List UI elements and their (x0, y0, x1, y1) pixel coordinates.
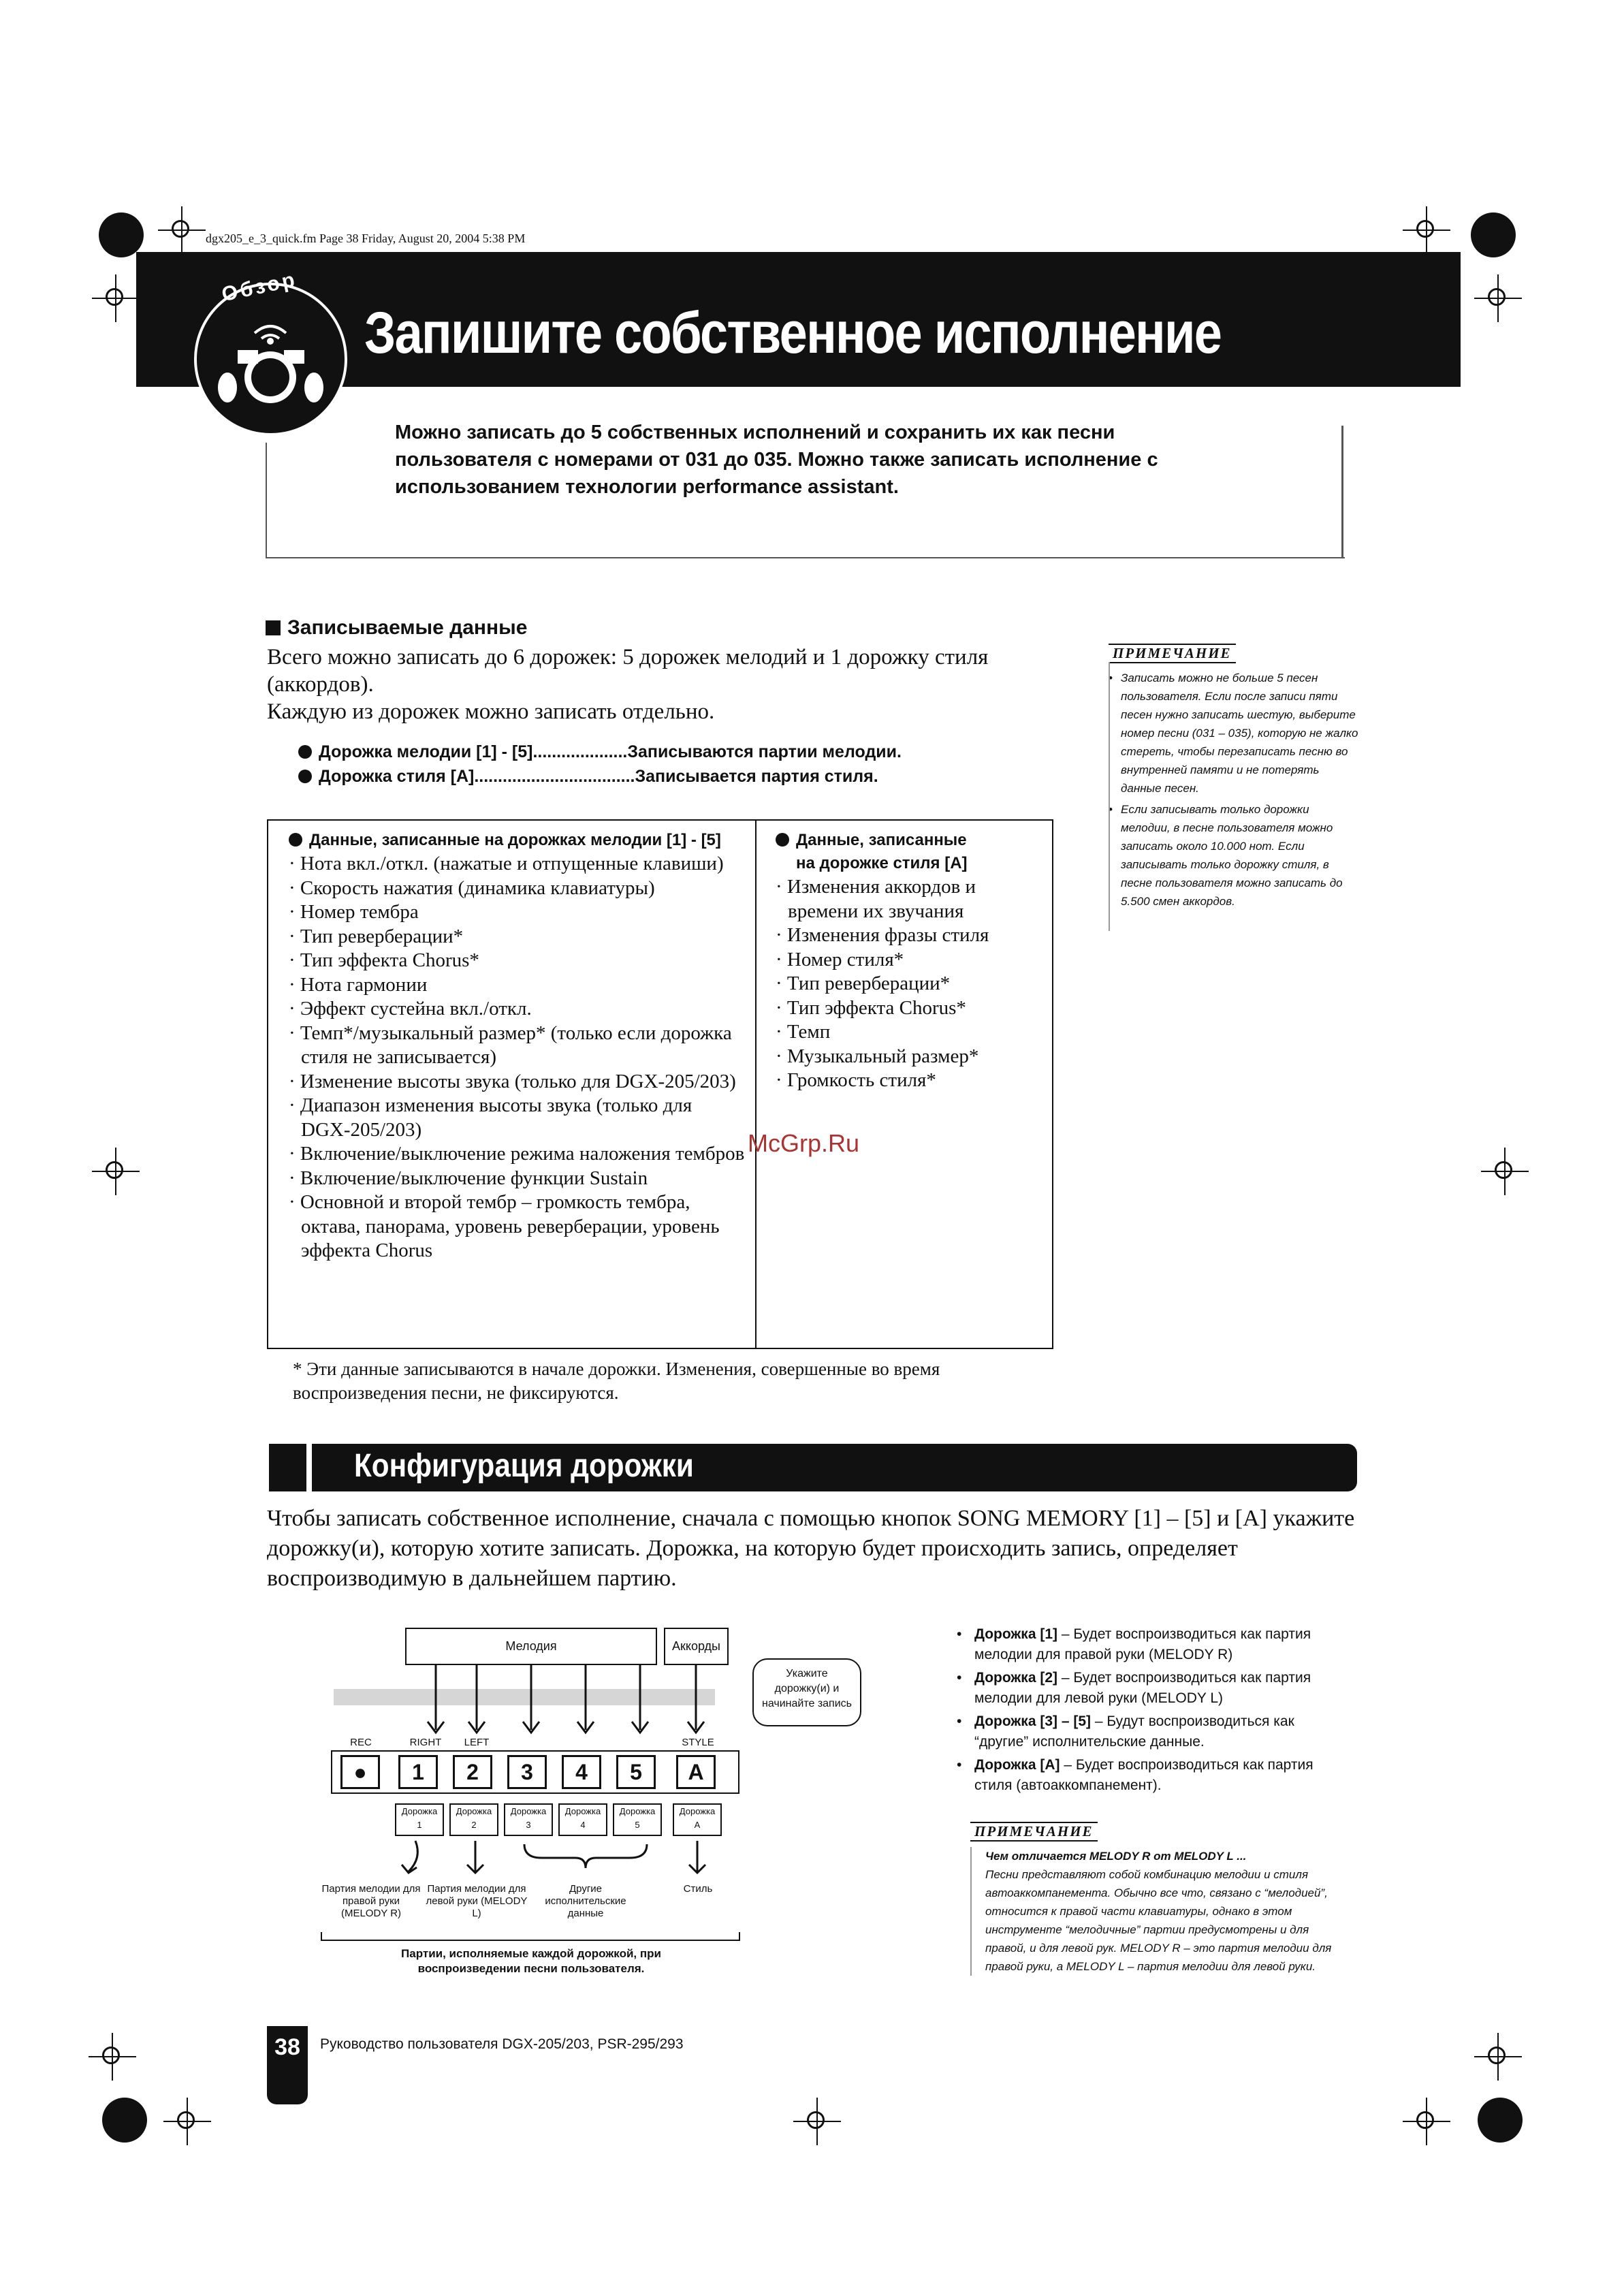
page-number-text: 38 (274, 2034, 300, 2060)
track-3-button[interactable]: 3 (507, 1755, 547, 1789)
list-item: · Скорость нажатия (динамика клавиатуры) (289, 876, 745, 901)
style-label: STYLE (682, 1737, 714, 1748)
list-text: – Будет воспроизводиться как партия мелодии для правой руки (MELODY R) (974, 1626, 1311, 1662)
bullet-icon (289, 833, 302, 847)
footnote: * Эти данные записываются в начале дорожки. Изменения, совершенные во время воспроизведения песни, не фиксируются. (293, 1359, 940, 1403)
list-item: · Номер стиля* (776, 948, 1045, 973)
registration-dot (1478, 2098, 1523, 2143)
recordable-text (267, 644, 1064, 725)
list-item (957, 1711, 1338, 1752)
track-box-num: 5 (635, 1820, 640, 1830)
overview-label: Обзор (219, 268, 300, 306)
melody-column-header (289, 829, 745, 852)
crop-mark (1474, 274, 1522, 322)
list-item: · Тип реверберации* (776, 972, 1045, 996)
track-box-name: Дорожка (401, 1806, 438, 1816)
track-box-name: Дорожка (564, 1806, 601, 1816)
track-4-button[interactable]: 4 (562, 1755, 601, 1789)
callout-box: Укажите дорожку(и) и начинайте запись (752, 1658, 861, 1726)
list-item: · Номер тембра (289, 900, 745, 925)
track-box (449, 1803, 498, 1836)
list-item: · Темп (776, 1020, 1045, 1045)
track-5-button[interactable]: 5 (616, 1755, 656, 1789)
track-melody-text: Дорожка мелодии [1] - [5]....................Записываются партии мелодии. (319, 742, 902, 761)
frame-line (266, 557, 1345, 558)
list-item: · Тип эффекта Chorus* (776, 996, 1045, 1021)
list-key: Дорожка [3] – [5] (974, 1713, 1092, 1729)
file-header: dgx205_e_3_quick.fm Page 38 Friday, August 20, 2004 5:38 PM (206, 232, 526, 245)
list-item: · Тип реверберации* (289, 925, 745, 949)
page-title: Запишите собственное исполнение (364, 300, 1222, 366)
note-title: Чем отличается MELODY R от MELODY L ... (985, 1850, 1247, 1863)
crop-mark (1474, 2033, 1522, 2081)
list-item: · Музыкальный размер* (776, 1045, 1045, 1069)
crop-mark (163, 2098, 211, 2145)
crop-mark (89, 2033, 136, 2081)
list-item: · Включение/выключение режима наложения тембров (289, 1142, 745, 1167)
track-explanation-list (957, 1624, 1338, 1799)
left-label: LEFT (464, 1737, 490, 1748)
track-box-num: 4 (580, 1820, 586, 1830)
list-item: · Изменения аккордов и времени их звучания (776, 875, 1045, 923)
track-1-button[interactable]: 1 (398, 1755, 438, 1789)
list-item: · Изменения фразы стиля (776, 923, 1045, 948)
recordable-heading (266, 616, 527, 639)
track-box-num: 2 (471, 1820, 477, 1830)
watermark: McGrp.Ru (748, 1129, 860, 1157)
note-block (1109, 644, 1360, 913)
list-item: · Изменение высоты звука (только для DGX-205/203) (289, 1070, 745, 1094)
list-item: · Нота гармонии (289, 973, 745, 998)
part-other-label: Другие исполнительские данные (545, 1883, 626, 1919)
note-body (970, 1847, 1352, 1976)
track-box (613, 1803, 662, 1836)
list-item (957, 1755, 1338, 1796)
list-item: · Громкость стиля* (776, 1069, 1045, 1093)
part-right-label: Партия мелодии для правой руки (MELODY R) (321, 1883, 421, 1919)
melody-box: Мелодия (405, 1628, 657, 1665)
list-item: · Основной и второй тембр – громкость тембра, октава, панорама, уровень реверберации, уровень эффекта Chorus (289, 1190, 745, 1263)
section-text: Чтобы записать собственное исполнение, сначала с помощью кнопок SONG MEMORY [1] – [5] и [A] укажите дорожку(и), которую хотите записать. Дорожка, на которую будет происходить запись, определяет воспроизводимую в дальнейшем партию. (267, 1506, 1355, 1591)
note-item: • Если записывать только дорожки мелодии, в песне пользователя можно записать около 10.000 нот. Если записывать только дорожку стиля, в песне пользователя можно записать до 5.500 смен аккордов. (1109, 800, 1360, 911)
rec-label: REC (350, 1737, 372, 1748)
crop-mark (1403, 2098, 1450, 2145)
track-box-name: Дорожка (456, 1806, 492, 1816)
recordable-line-2: Каждую из дорожек можно записать отдельно. (267, 699, 715, 724)
diagram-caption: Партии, исполняемые каждой дорожкой, при воспроизведении песни пользователя. (401, 1947, 661, 1975)
list-item (957, 1668, 1338, 1709)
track-melody-line (298, 742, 902, 762)
melody-items-list (289, 852, 745, 1263)
intro-text: Можно записать до 5 собственных исполнений и сохранить их как песни пользователя с номерами от 031 до 035. Можно также записать исполнение с использованием технологии performance assistant. (395, 422, 1158, 498)
section-title: Конфигурация дорожки (354, 1448, 694, 1484)
note-block-2 (970, 1822, 1352, 1976)
frame-line (266, 443, 267, 558)
page-number (267, 2026, 308, 2104)
note-rule (1109, 662, 1110, 931)
style-header-text-2: на дорожке стиля [A] (796, 854, 968, 872)
heading-text: Записываемые данные (287, 616, 528, 639)
list-text: – Будут воспроизводиться как “другие” исполнительские данные. (974, 1713, 1294, 1750)
list-key: Дорожка [1] (974, 1626, 1058, 1642)
track-diagram (306, 1621, 852, 1975)
track-box-num: 1 (417, 1820, 422, 1830)
arrows-graphic (306, 1662, 756, 1743)
style-items-list (776, 875, 1045, 1093)
list-item (957, 1624, 1338, 1665)
registration-dot (102, 2098, 147, 2143)
bullet-icon (298, 745, 312, 759)
drum-icon (197, 285, 345, 433)
part-left-label: Партия мелодии для левой руки (MELODY L) (426, 1883, 528, 1919)
rec-button[interactable]: ● (340, 1755, 380, 1789)
list-item: · Нота вкл./откл. (нажатые и отпущенные клавиши) (289, 852, 745, 876)
track-style-line (298, 767, 878, 787)
style-column (776, 829, 1045, 1093)
recorded-data-table (267, 819, 1053, 1349)
crop-mark (1481, 1148, 1529, 1195)
note-text: Песни представляют собой комбинацию мелодии и стиля автоаккомпанемента. Обычно все что, связано с “мелодией”, относится к правой части клавиатуры, однако в этом инструменте “мелодичные” партии предусмотрены и для правой, и для левой рук. MELODY R – это партия мелодии для правой руки, а MELODY L – партия мелодии для левой руки. (985, 1868, 1332, 1973)
recordable-line-1: Всего можно записать до 6 дорожек: 5 дорожек мелодий и 1 дорожку стиля (аккордов). (267, 645, 989, 697)
square-bullet-icon (266, 620, 281, 635)
track-2-button[interactable]: 2 (453, 1755, 492, 1789)
list-text: – Будет воспроизводиться как партия мелодии для левой руки (MELODY L) (974, 1670, 1311, 1706)
track-box (395, 1803, 444, 1836)
track-style-text: Дорожка стиля [A]..................................Записывается партия стиля. (319, 767, 878, 786)
melody-header-text: Данные, записанные на дорожках мелодии [1] - [5] (309, 831, 721, 849)
track-box (504, 1803, 553, 1836)
track-box-name: Дорожка (619, 1806, 656, 1816)
note-heading: ПРИМЕЧАНИЕ (970, 1822, 1098, 1842)
list-item: · Диапазон изменения высоты звука (только для DGX-205/203) (289, 1094, 745, 1142)
list-item: · Включение/выключение функции Sustain (289, 1167, 745, 1191)
melody-column (289, 829, 745, 1263)
crop-mark (1403, 206, 1450, 254)
manual-title: Руководство пользователя DGX-205/203, PSR-295/293 (320, 2036, 684, 2052)
crop-mark (793, 2098, 841, 2145)
track-a-button[interactable]: A (676, 1755, 716, 1789)
part-style-label: Стиль (683, 1883, 713, 1895)
note-item: • Записать можно не больше 5 песен пользователя. Если после записи пяти песен нужно записать шестую, выберите номер песни (031 – 035), которую не жалко стереть, чтобы перезаписать песню во внутренней памяти и не потерять данные песен. (1109, 669, 1360, 797)
track-box (673, 1803, 722, 1836)
list-text: – Будет воспроизводиться как партия стиля (автоаккомпанемент). (974, 1757, 1313, 1793)
crop-mark (92, 274, 140, 322)
chords-box: Аккорды (664, 1628, 729, 1665)
crop-mark (158, 206, 206, 254)
track-box-name: Дорожка (510, 1806, 547, 1816)
section-icon (269, 1444, 306, 1491)
style-header-text: Данные, записанные (796, 831, 967, 849)
frame-line (1341, 426, 1343, 558)
track-box-num: A (694, 1820, 701, 1830)
list-key: Дорожка [2] (974, 1670, 1058, 1686)
registration-dot (99, 212, 144, 257)
overview-logo-icon (194, 283, 347, 436)
list-item: · Эффект сустейна вкл./откл. (289, 997, 745, 1022)
note-body (1109, 669, 1360, 911)
part-arrows-graphic (306, 1837, 756, 1878)
list-key: Дорожка [A] (974, 1757, 1060, 1773)
track-box-num: 3 (526, 1820, 531, 1830)
registration-dot (1471, 212, 1516, 257)
style-column-header (776, 829, 1045, 875)
list-item: · Темп*/музыкальный размер* (только если дорожка стиля не записывается) (289, 1022, 745, 1070)
bullet-icon (776, 833, 789, 847)
note-heading: ПРИМЕЧАНИЕ (1109, 644, 1236, 663)
track-box (558, 1803, 607, 1836)
table-divider (755, 821, 757, 1348)
right-label: RIGHT (409, 1737, 442, 1748)
bracket-graphic (320, 1931, 742, 1944)
crop-mark (92, 1148, 140, 1195)
bullet-icon (298, 770, 312, 783)
track-box-name: Дорожка (679, 1806, 716, 1816)
list-item: · Тип эффекта Chorus* (289, 949, 745, 973)
